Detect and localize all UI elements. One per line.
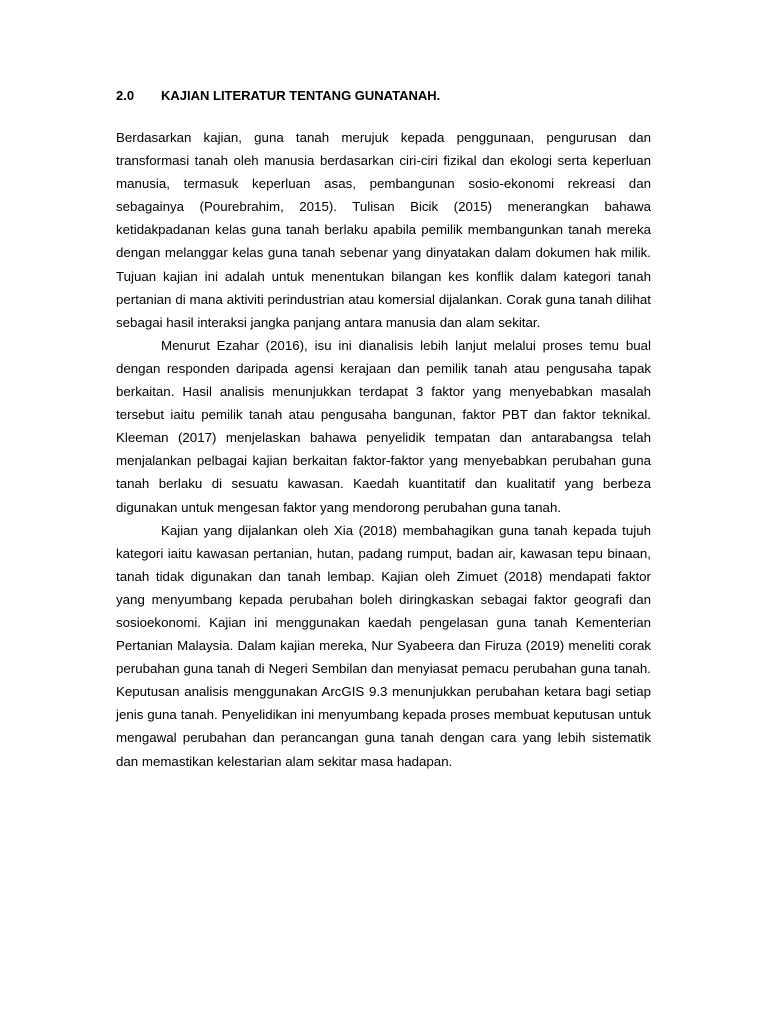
paragraph-3: Kajian yang dijalankan oleh Xia (2018) membahagikan guna tanah kepada tujuh kategori iaitu kawasan pertanian, hutan, padang rumput, badan air, kawasan tepu binaan, tanah tidak digunakan dan tanah lembap. Kajian oleh Zimuet (2018) mendapati faktor yang menyumbang kepada perubahan boleh diringkaskan sebagai faktor geografi dan sosioekonomi. Kajian ini menggunakan kaedah pengelasan guna tanah Kementerian Pertanian Malaysia. Dalam kajian mereka, Nur Syabeera dan Firuza (2019) meneliti corak perubahan guna tanah di Negeri Sembilan dan menyiasat pemacu perubahan guna tanah. Keputusan analisis menggunakan ArcGIS 9.3 menunjukkan perubahan ketara bagi setiap jenis guna tanah. Penyelidikan ini menyumbang kepada proses membuat keputusan untuk mengawal perubahan dan perancangan guna tanah dengan cara yang lebih sistematik dan memastikan kelestarian alam sekitar masa hadapan.	[116, 522, 651, 769]
document-page	[116, 86, 651, 773]
section-number: 2.0	[116, 88, 135, 103]
paragraph-1: Berdasarkan kajian, guna tanah merujuk kepada penggunaan, pengurusan dan transformasi tanah oleh manusia berdasarkan ciri-ciri fizikal dan ekologi serta keperluan manusia, termasuk keperluan asas, pembangunan sosio-ekonomi rekreasi dan sebagainya (Pourebrahim, 2015). Tulisan Bicik (2015) menerangkan bahawa ketidakpadanan kelas guna tanah berlaku apabila pemilik membangunkan tanah mereka dengan melanggar kelas guna tanah sebenar yang dinyatakan dalam dokumen hak milik. Tujuan kajian ini adalah untuk menentukan bilangan kes konflik dalam kategori tanah pertanian di mana aktiviti perindustrian atau komersial dijalankan. Corak guna tanah dilihat sebagai hasil interaksi jangka panjang antara manusia dan alam sekitar.	[116, 130, 651, 330]
paragraph-2: Menurut Ezahar (2016), isu ini dianalisis lebih lanjut melalui proses temu bual dengan responden daripada agensi kerajaan dan pemilik tanah atau pengusaha tapak berkaitan. Hasil analisis menunjukkan terdapat 3 faktor yang menyebabkan masalah tersebut iaitu pemilik tanah atau pengusaha bangunan, faktor PBT dan faktor teknikal. Kleeman (2017) menjelaskan bahawa penyelidik tempatan dan antarabangsa telah menjalankan pelbagai kajian berkaitan faktor-faktor yang menyebabkan perubahan guna tanah berlaku di sesuatu kawasan. Kaedah kuantitatif dan kualitatif yang berbeza digunakan untuk mengesan faktor yang mendorong perubahan guna tanah.	[116, 337, 651, 515]
section-title: KAJIAN LITERATUR TENTANG GUNATANAH.	[161, 88, 441, 103]
section-heading	[116, 86, 651, 106]
